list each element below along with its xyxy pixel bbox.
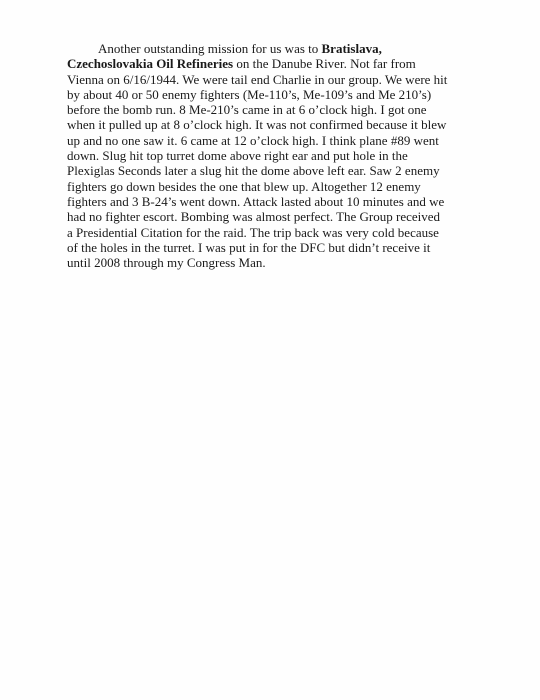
line-text: a Presidential Citation for the raid. The trip back was very cold because	[67, 224, 439, 240]
line-text: Another outstanding mission for us was to	[98, 41, 322, 56]
paragraph-line	[67, 87, 487, 102]
line-text: down. Slug hit top turret dome above right ear and put hole in the	[67, 148, 408, 164]
paragraph-line	[67, 163, 487, 178]
paragraph-line	[67, 194, 487, 209]
paragraph-line	[67, 179, 487, 194]
line-text-tail: on the Danube River. Not far from	[233, 56, 416, 72]
paragraph-line	[67, 209, 487, 224]
paragraph-line	[67, 41, 487, 56]
paragraph-line	[67, 133, 487, 148]
line-text: of the holes in the turret. I was put in for the DFC but didn’t receive it	[67, 239, 431, 255]
bold-place-name: Bratislava,	[321, 41, 382, 56]
line-text: had no fighter escort. Bombing was almost perfect. The Group received	[67, 209, 441, 225]
bold-target-name: Czechoslovakia Oil Refineries	[67, 56, 234, 72]
paragraph-line	[67, 56, 487, 71]
body-paragraph	[67, 41, 487, 270]
paragraph-line	[67, 148, 487, 163]
line-text: when it pulled up at 8 o’clock high. It was not confirmed because it blew	[67, 117, 447, 133]
line-text: until 2008 through my Congress Man.	[67, 255, 266, 271]
line-text: Vienna on 6/16/1944. We were tail end Charlie in our group. We were hit	[67, 71, 448, 87]
line-text: fighters and 3 B-24’s went down. Attack lasted about 10 minutes and we	[67, 193, 445, 209]
paragraph-line	[67, 225, 487, 240]
paragraph-line	[67, 102, 487, 117]
line-text: Plexiglas Seconds later a slug hit the dome above left ear. Saw 2 enemy	[67, 163, 440, 179]
line-text: up and no one saw it. 6 came at 12 o’clock high. I think plane #89 went	[67, 132, 439, 148]
line-text: by about 40 or 50 enemy fighters (Me-110’s, Me-109’s and Me 210’s)	[67, 86, 432, 102]
paragraph-line	[67, 255, 487, 270]
paragraph-line	[67, 72, 487, 87]
line-text: before the bomb run. 8 Me-210’s came in at 6 o’clock high. I got one	[67, 102, 427, 118]
paragraph-line	[67, 117, 487, 132]
line-text: fighters go down besides the one that blew up. Altogether 12 enemy	[67, 178, 421, 194]
paragraph-line	[67, 240, 487, 255]
